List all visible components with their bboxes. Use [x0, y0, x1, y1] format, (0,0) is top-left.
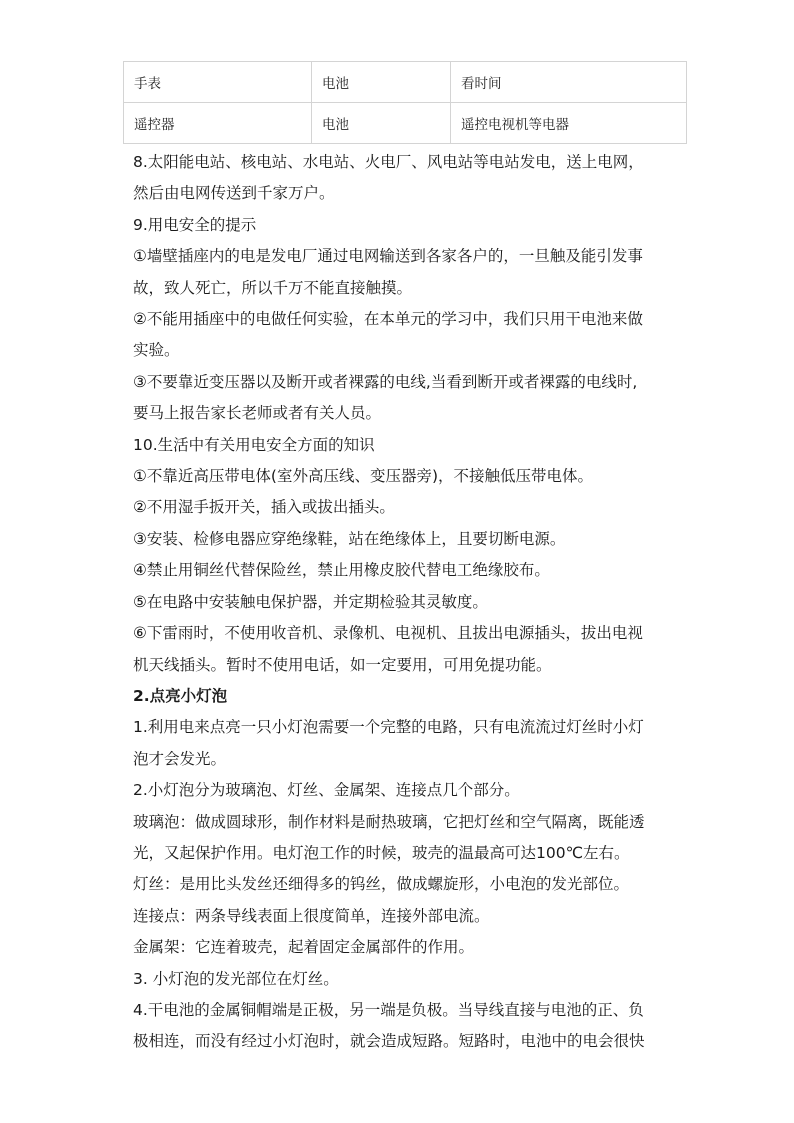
table-cell-device: 手表 — [124, 62, 312, 103]
text-line: 1.利用电来点亮一只小灯泡需要一个完整的电路，只有电流流过灯丝时小灯 — [133, 718, 644, 737]
text-line: 光，又起保护作用。电灯泡工作的时候，玻壳的温最高可达100℃左右。 — [133, 843, 630, 862]
text-line: 要马上报告家长老师或者有关人员。 — [133, 404, 382, 423]
text-line: 泡才会发光。 — [133, 749, 227, 768]
text-line: ①墙壁插座内的电是发电厂通过电网输送到各家各户的，一旦触及能引发事 — [133, 247, 643, 266]
table-cell-use: 看时间 — [451, 62, 687, 103]
table-cell-power-source: 电池 — [312, 62, 451, 103]
section-heading: 9.用电安全的提示 — [133, 215, 257, 234]
table-row — [124, 62, 687, 103]
text-line: ②不能用插座中的电做任何实验，在本单元的学习中，我们只用干电池来做 — [133, 310, 643, 329]
text-line: ③不要靠近变压器以及断开或者裸露的电线,当看到断开或者裸露的电线时, — [133, 372, 638, 391]
text-line: 玻璃泡：做成圆球形，制作材料是耐热玻璃，它把灯丝和空气隔离，既能透 — [133, 812, 645, 831]
text-line: 3. 小灯泡的发光部位在灯丝。 — [133, 969, 339, 988]
text-line: 实验。 — [133, 341, 180, 360]
text-line: 金属架：它连着玻壳，起着固定金属部件的作用。 — [133, 938, 475, 957]
text-line: 机天线插头。暂时不使用电话，如一定要用，可用免提功能。 — [133, 655, 552, 674]
text-line: 灯丝：是用比头发丝还细得多的钨丝，做成螺旋形，小电泡的发光部位。 — [133, 875, 630, 894]
text-line: 故，致人死亡，所以千万不能直接触摸。 — [133, 278, 413, 297]
document-body — [133, 147, 663, 1058]
table-row — [124, 103, 687, 144]
text-line: ⑥下雷雨时，不使用收音机、录像机、电视机、且拔出电源插头，拔出电视 — [133, 624, 643, 643]
text-line: ②不用湿手扳开关，插入或拔出插头。 — [133, 498, 395, 517]
section-heading: 10.生活中有关用电安全方面的知识 — [133, 435, 375, 454]
text-line: 8.太阳能电站、核电站、水电站、火电厂、风电站等电站发电，送上电网， — [133, 153, 644, 171]
bold-section-title: 2.点亮小灯泡 — [133, 686, 228, 705]
text-line: 极相连，而没有经过小灯泡时，就会造成短路。短路时，电池中的电会很快 — [133, 1032, 645, 1051]
table-cell-use: 遥控电视机等电器 — [451, 103, 687, 144]
text-line: ③安装、检修电器应穿绝缘鞋，站在绝缘体上，且要切断电源。 — [133, 529, 566, 548]
text-line: 连接点：两条导线表面上很度简单，连接外部电流。 — [133, 906, 490, 925]
text-line: ①不靠近高压带电体(室外高压线、变压器旁)，不接触低压带电体。 — [133, 467, 593, 486]
table-cell-device: 遥控器 — [124, 103, 312, 144]
device-power-table — [123, 61, 687, 144]
text-line: 2.小灯泡分为玻璃泡、灯丝、金属架、连接点几个部分。 — [133, 781, 520, 800]
text-line: ④禁止用铜丝代替保险丝，禁止用橡皮胶代替电工绝缘胶布。 — [133, 561, 550, 580]
text-line: ⑤在电路中安装触电保护器，并定期检验其灵敏度。 — [133, 592, 488, 611]
table-cell-power-source: 电池 — [312, 103, 451, 144]
text-line: 4.干电池的金属铜帽端是正极，另一端是负极。当导线直接与电池的正、负 — [133, 1000, 644, 1019]
text-line: 然后由电网传送到千家万户。 — [133, 184, 335, 203]
